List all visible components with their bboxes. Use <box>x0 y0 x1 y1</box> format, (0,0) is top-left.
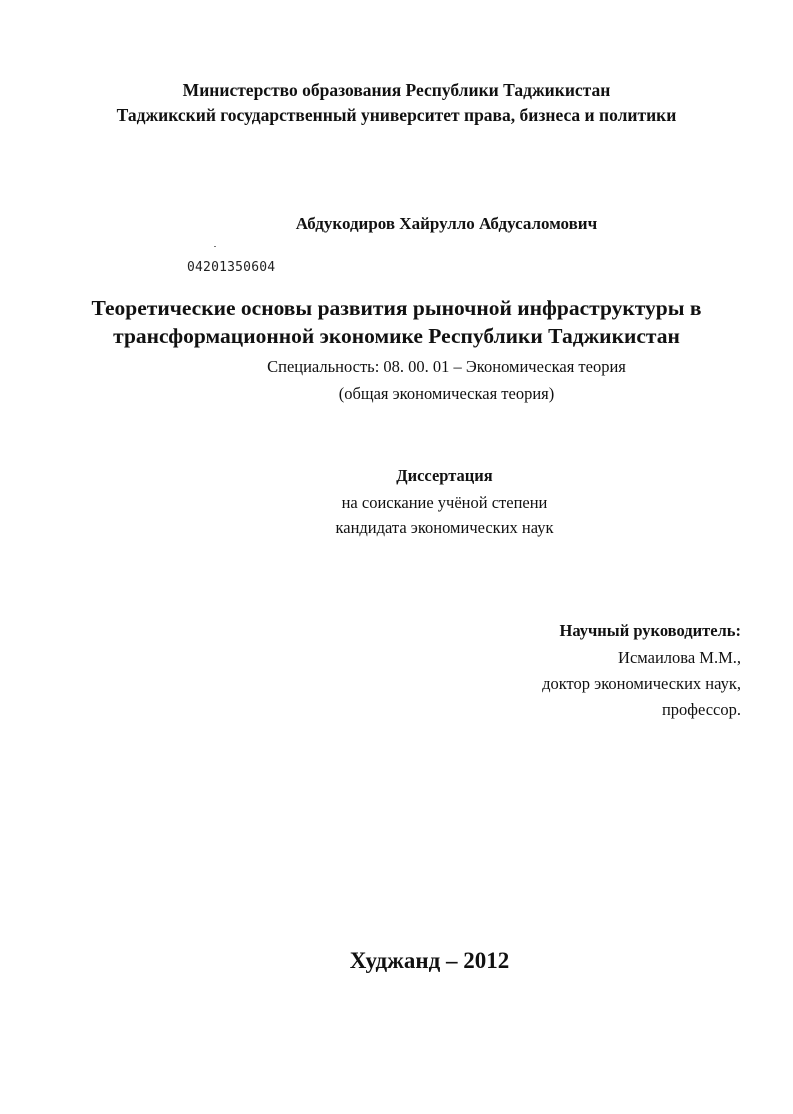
thesis-title-line-1: Теоретические основы развития рыночной инфраструктуры в <box>91 296 702 320</box>
scan-mark <box>214 246 216 247</box>
dissertation-degree-line-1: на соискание учёной степени <box>341 493 548 512</box>
university-name: Таджикский государственный университет права, бизнеса и политики <box>116 105 677 125</box>
supervisor-label: Научный руководитель: <box>559 621 741 640</box>
specialty: Специальность: 08. 00. 01 – Экономическая теория <box>267 357 626 376</box>
city-year: Худжанд – 2012 <box>349 948 510 973</box>
supervisor-title: профессор. <box>661 700 741 719</box>
dissertation-heading: Диссертация <box>396 466 493 485</box>
thesis-title-line-2: трансформационной экономике Республики Таджикистан <box>113 324 680 348</box>
supervisor-degree: доктор экономических наук, <box>542 674 741 693</box>
author-name: Абдукодиров Хайрулло Абдусаломович <box>295 214 598 233</box>
supervisor-name: Исмаилова М.М., <box>618 648 741 667</box>
specialty-note: (общая экономическая теория) <box>338 384 555 403</box>
dissertation-degree-line-2: кандидата экономических наук <box>335 518 554 537</box>
ministry-name: Министерство образования Республики Таджикистан <box>182 80 611 100</box>
registration-code: 04201350604 <box>187 260 276 275</box>
